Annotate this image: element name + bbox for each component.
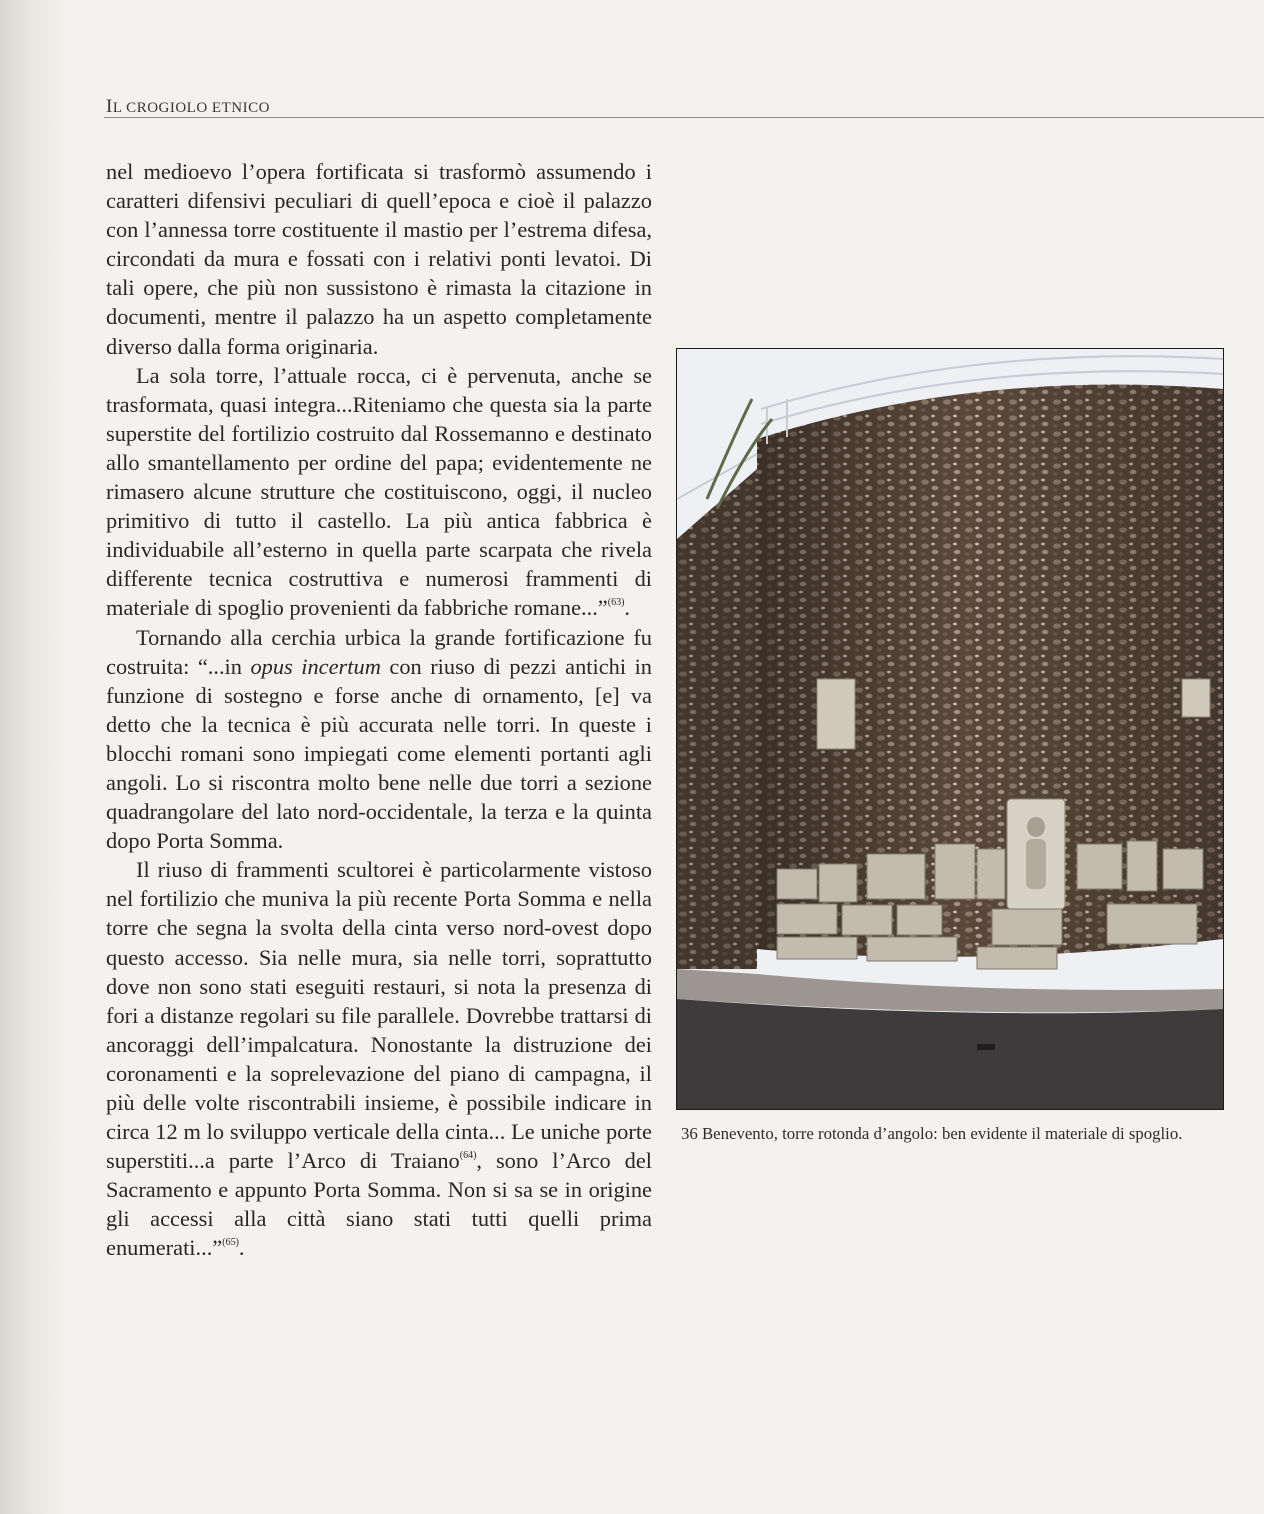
spolia-slab [817, 679, 855, 749]
footnote-ref-63: (63) [607, 597, 625, 609]
running-head-text: L CROGIOLO ETNICO [112, 100, 270, 116]
paragraph-1-text: nel medioevo l’opera fortificata si trasformò assumendo i caratteri difensivi peculiari di quell’epoca e cioè il palazzo con l’annessa torre costituente il mastio per l’estrema difesa, circondati da mura e fossati con i relativi ponti levatoi. Di tali opere, che più non sussistono è rimasta la citazione in documenti, mentre il palazzo ha un aspetto completamente diverso dalla forma originaria. [106, 159, 652, 359]
paragraph-4-text-before: Il riuso di frammenti scultorei è particolarmente vistoso nel fortilizio che muniva la più recente Porta Somma e nella torre che segna la svolta della cinta verso nord-ovest dopo questo accesso. Sia nelle mura, sia nelle torri, soprattutto dove non sono stati eseguiti restauri, si nota la presenza di fori a distanze regolari su file parallele. Dovrebbe trattarsi di ancoraggi dell’impalcatura. Nonostante la distruzione dei coronamenti e la soprelevazione del piano di campagna, il più delle volte riscontrabili insieme, è possibile indicare in circa 12 m lo sviluppo verticale della cinta... Le uniche porte superstiti...a parte l’Arco di Traiano [106, 857, 652, 1174]
running-head-initial: I [106, 96, 113, 117]
main-text-column [106, 157, 652, 1263]
paragraph-3-text-before: Tornando alla cerchia urbica la grande fortificazione fu costruita: “...in [106, 624, 652, 679]
paragraph-3 [106, 623, 652, 856]
running-head [106, 96, 270, 118]
header-rule [104, 117, 1264, 118]
figure-caption: 36 Benevento, torre rotonda d’angolo: ben evidente il materiale di spoglio. [681, 1124, 1183, 1143]
paragraph-4 [106, 855, 652, 1262]
paragraph-3-italic: opus incertum [250, 653, 381, 679]
paragraph-2-text: La sola torre, l’attuale rocca, ci è pervenuta, anche se trasformata, quasi integra...Riteniamo che questa sia la parte superstite del fortilizio costruito dal Rossemanno e destinato allo smantellamento per ordine del papa; evidentemente ne rimasero alcune strutture che costituiscono, oggi, il nucleo primitivo di tutto il castello. La più antica fabbrica è individuabile all’esterno in quella parte scarpata che rivela differente tecnica costruttiva e numerosi frammenti di materiale di spoglio provenienti da fabbriche romane...” [106, 362, 652, 621]
tower-photo-illustration [677, 349, 1223, 1109]
footnote-ref-65: (65) [222, 1237, 239, 1249]
page-gutter-shadow [0, 0, 70, 1514]
paragraph-4-text-middle: , sono l’Arco del Sacramento e appunto Porta Somma. Non si sa se in origine gli accessi alla città siano stati tutti quelli prima enumerati...” [106, 1148, 652, 1261]
paragraph-2-tail: . [624, 595, 631, 621]
road [677, 999, 1223, 1109]
figure-photo-round-tower [676, 348, 1224, 1110]
footnote-ref-64: (64) [459, 1150, 477, 1162]
paragraph-1 [106, 157, 652, 361]
paragraph-3-text-after: con riuso di pezzi antichi in funzione di sostegno e forse anche di ornamento, [e] va detto che la tecnica è più accurata nelle torri. In queste i blocchi romani sono impiegati come elementi portanti agli angoli. Lo si riscontra molto bene nelle due torri a sezione quadrangolare del lato nord-occidentale, la terza e la quinta dopo Porta Somma. [106, 653, 652, 854]
paragraph-2 [106, 361, 652, 623]
paragraph-4-tail: . [238, 1235, 245, 1261]
